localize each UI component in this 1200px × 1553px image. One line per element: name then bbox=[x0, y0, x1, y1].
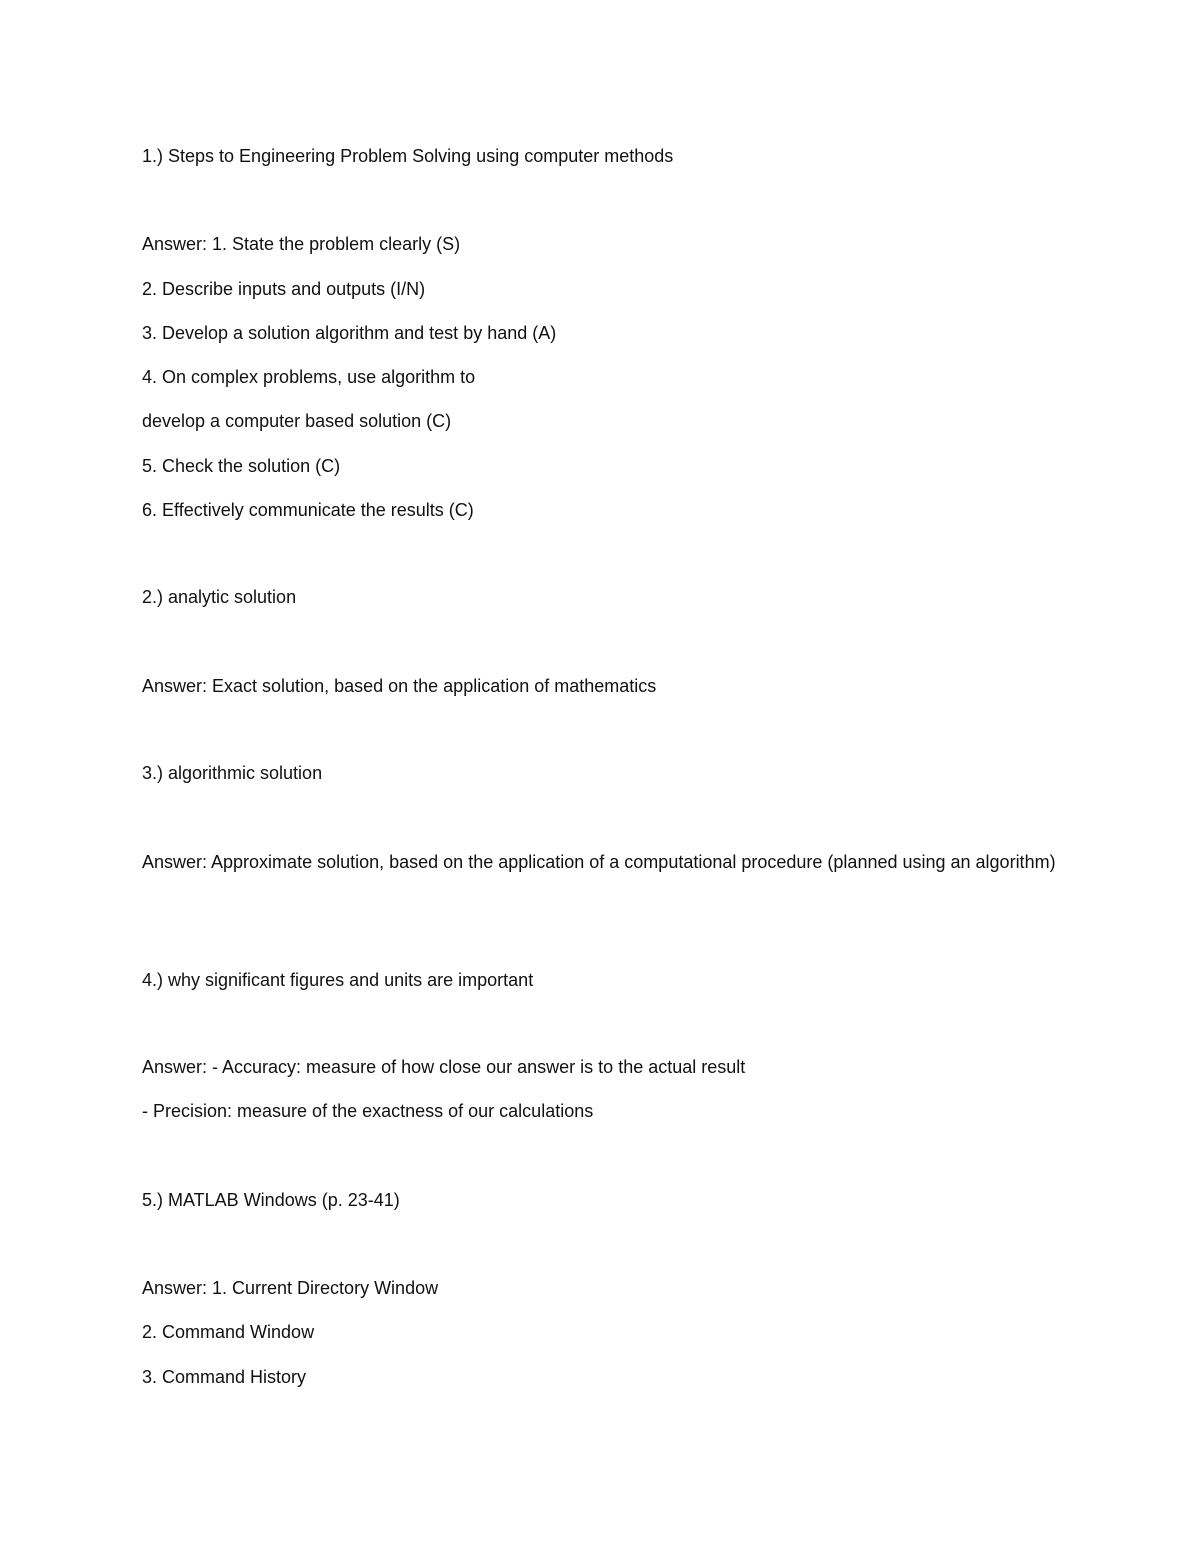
answer-3-line-1: Answer: Approximate solution, based on the application of a computational procedure (planned using an algorithm) bbox=[142, 852, 1056, 872]
question-4-prompt: 4.) why significant figures and units are important bbox=[142, 970, 534, 990]
question-2-prompt: 2.) analytic solution bbox=[142, 587, 297, 607]
answer-1-line-1: Answer: 1. State the problem clearly (S) bbox=[142, 234, 461, 254]
question-3-prompt: 3.) algorithmic solution bbox=[142, 763, 323, 783]
answer-1-line-4: 4. On complex problems, use algorithm to bbox=[142, 367, 476, 387]
question-5-prompt: 5.) MATLAB Windows (p. 23-41) bbox=[142, 1190, 400, 1210]
answer-5-line-3: 3. Command History bbox=[142, 1367, 307, 1387]
answer-1-line-3: 3. Develop a solution algorithm and test by hand (A) bbox=[142, 323, 557, 343]
answer-4-line-1: Answer: - Accuracy: measure of how close our answer is to the actual result bbox=[142, 1057, 746, 1077]
answer-4-line-2: - Precision: measure of the exactness of our calculations bbox=[142, 1101, 594, 1121]
answer-5-line-1: Answer: 1. Current Directory Window bbox=[142, 1278, 439, 1298]
answer-2-line-1: Answer: Exact solution, based on the application of mathematics bbox=[142, 676, 657, 696]
question-1-prompt: 1.) Steps to Engineering Problem Solving using computer methods bbox=[142, 146, 674, 166]
answer-1-line-6: 5. Check the solution (C) bbox=[142, 456, 341, 476]
answer-1-line-7: 6. Effectively communicate the results (C) bbox=[142, 500, 474, 520]
answer-1-line-5: develop a computer based solution (C) bbox=[142, 411, 452, 431]
answer-1-line-2: 2. Describe inputs and outputs (I/N) bbox=[142, 279, 426, 299]
answer-5-line-2: 2. Command Window bbox=[142, 1322, 315, 1342]
